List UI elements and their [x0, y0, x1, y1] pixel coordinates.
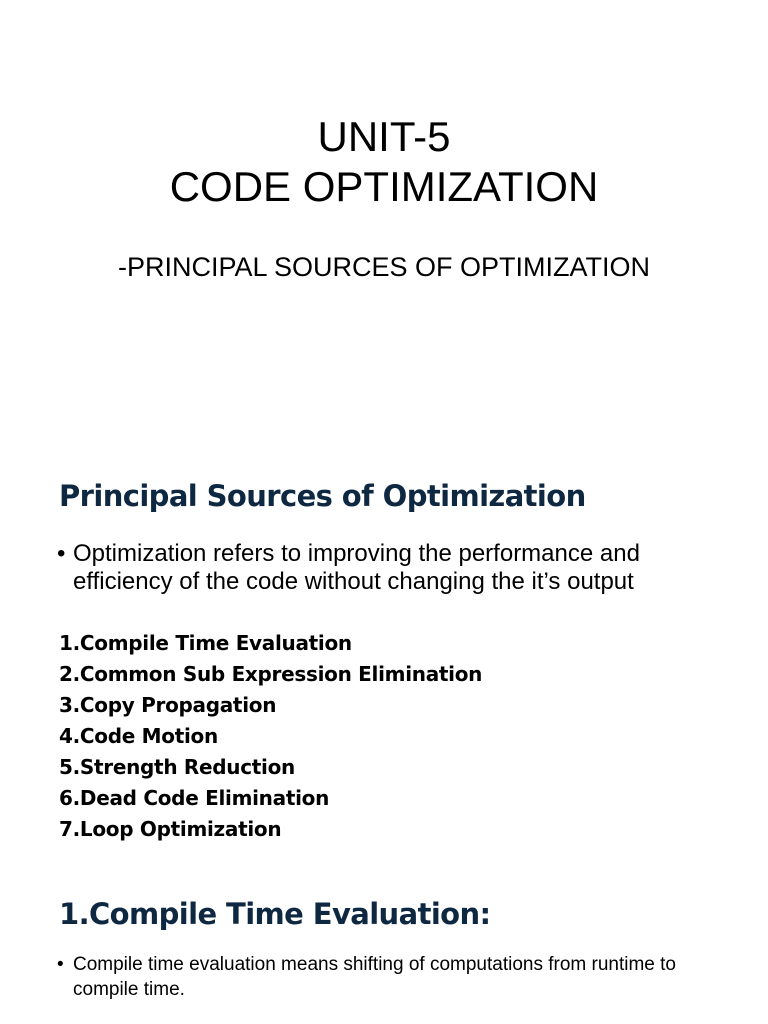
- content-slide: [0, 440, 768, 1024]
- intro-bullet: [57, 540, 717, 596]
- list-item: 7.Loop Optimization: [59, 817, 282, 841]
- bullet-icon: •: [57, 540, 66, 567]
- compile-time-bullet-text: Compile time evaluation means shifting of computations from runtime to compile time.: [73, 954, 676, 1000]
- slide-subtitle: -PRINCIPAL SOURCES OF OPTIMIZATION: [117, 252, 651, 282]
- list-item: 6.Dead Code Elimination: [59, 786, 330, 810]
- principal-sources-heading: Principal Sources of Optimization: [59, 479, 586, 513]
- list-item: 2.Common Sub Expression Elimination: [59, 662, 483, 686]
- list-item: 4.Code Motion: [59, 724, 218, 748]
- list-item: 3.Copy Propagation: [59, 693, 277, 717]
- bullet-icon: •: [57, 954, 64, 975]
- intro-bullet-text: Optimization refers to improving the performance and efficiency of the code without changing the it’s output: [73, 540, 640, 595]
- list-item: 1.Compile Time Evaluation: [59, 631, 352, 655]
- slide-title: [0, 112, 768, 212]
- optimization-list: [59, 628, 482, 845]
- list-item: 5.Strength Reduction: [59, 755, 295, 779]
- compile-time-evaluation-heading: 1.Compile Time Evaluation:: [59, 897, 491, 931]
- unit-number: UNIT-5: [317, 113, 451, 160]
- title-slide: [0, 0, 768, 440]
- compile-time-bullet: [57, 952, 717, 1002]
- unit-topic: CODE OPTIMIZATION: [169, 163, 599, 210]
